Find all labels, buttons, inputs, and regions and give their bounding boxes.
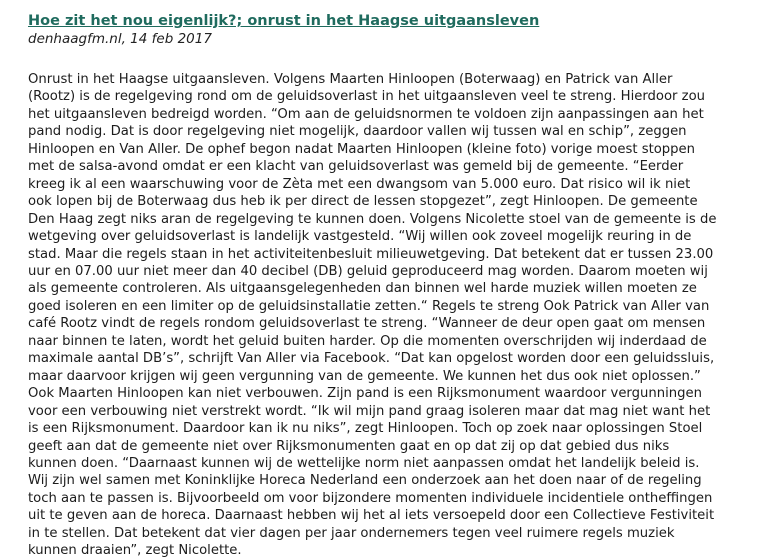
body-line: kreeg ik al een waarschuwing voor de Zèta met een dwangsom van 5.000 euro. Dat risico wil ik niet xyxy=(28,176,691,192)
body-line: is een Rijksmonument. Daardoor kan ik nu niks”, zegt Hinloopen. Toch op zoek naar oplossingen Stoel xyxy=(28,421,703,437)
body-line: voor een verbouwing niet verstrekt wordt. “Ik wil mijn pand graag isoleren maar dat mag niet want het xyxy=(28,403,711,419)
body-line: stad. Maar die regels staan in het activiteitenbesluit milieuwetgeving. Dat betekent dat er tussen 23.00 xyxy=(28,246,714,262)
body-line: kunnen draaien”, zegt Nicolette. xyxy=(28,543,242,559)
article-source-date: denhaagfm.nl, 14 feb 2017 xyxy=(28,31,212,47)
body-line: het uitgaansleven bedreigd worden. “Om aan de geluidsnormen te voldoen zijn aanpassingen aan het xyxy=(28,106,704,122)
article-header xyxy=(28,10,762,48)
body-line: pand nodig. Dat is door regelgeving niet mogelijk, daardoor vallen wij tussen wal en schip”, zeggen xyxy=(28,124,687,140)
body-line: naar binnen te laten, wordt het geluid buiten harder. Op die momenten overschrijden wij inderdaad de xyxy=(28,333,707,349)
body-line: café Rootz vindt de regels rondom geluidsoverlast te streng. “Wanneer de deur open gaat om mensen xyxy=(28,316,706,332)
body-line: Onrust in het Haagse uitgaansleven. Volgens Maarten Hinloopen (Boterwaag) en Patrick van Aller xyxy=(28,72,673,87)
body-line: Ook Maarten Hinloopen kan niet verbouwen. Zijn pand is een Rijksmonument waardoor vergunningen xyxy=(28,386,702,402)
body-line: maar daarvoor krijgen wij geen vergunning van de gemeente. We kunnen het dus ook niet oplossen.” xyxy=(28,368,701,384)
body-line: maximale aantal DB’s”, schrijft Van Aller via Facebook. “Dat kan opgelost worden door een geluidssluis, xyxy=(28,351,715,367)
body-line: (Rootz) is de regelgeving rond om de geluidsoverlast in het uitgaansleven veel te streng. Hierdoor zou xyxy=(28,89,706,105)
body-line: Den Haag zegt niks aran de regelgeving te kunnen doen. Volgens Nicolette stoel van de gemeente is de xyxy=(28,211,717,227)
body-line: uit te geven aan de horeca. Daarnaast hebben wij het al iets versoepeld door een Collectieve Festiviteit xyxy=(28,508,715,524)
body-line: als gemeente controleren. Als uitgaansgelegenheden dan binnen wel harde muziek willen moeten ze xyxy=(28,281,697,297)
body-line: met de salsa-avond omdat er een klacht van geluidsoverlast was gemeld bij de gemeente. “Eerder xyxy=(28,159,684,175)
article-body xyxy=(28,71,762,560)
body-line: toch aan te passen is. Bijvoorbeeld om voor bijzondere momenten individuele incidentiele ontheffingen xyxy=(28,490,713,506)
body-line: wetgeving over geluidsoverlast is landelijk vastgesteld. “Wij willen ook zoveel mogelijk reuring in de xyxy=(28,229,692,245)
body-line: goed isoleren en een limiter op de geluidsinstallatie zetten.“ Regels te streng Ook Patrick van Aller van xyxy=(28,298,710,314)
body-line: uur en 07.00 uur niet meer dan 40 decibel (DB) geluid geproduceerd mag worden. Daarom moeten wij xyxy=(28,263,708,279)
body-line: ook lopen bij de Boterwaag dus heb ik per direct de lessen stopgezet”, zegt Hinloopen. De gemeente xyxy=(28,194,698,210)
body-line: kunnen doen. “Daarnaast kunnen wij de wettelijke norm niet aanpassen omdat het landelijk beleid is. xyxy=(28,455,700,471)
body-line: geeft aan dat de gemeente niet over Rijksmonumenten gaat en op dat zij op dat gebied dus niks xyxy=(28,438,670,454)
body-line: Wij zijn wel samen met Koninklijke Horeca Nederland een onderzoek aan het doen naar of de regeling xyxy=(28,473,702,489)
article-title-link[interactable]: Hoe zit het nou eigenlijk?; onrust in het Haagse uitgaansleven xyxy=(28,13,540,29)
body-line: in te stellen. Dat betekent dat vier dagen per jaar ondernemers tegen veel ruimere regels muziek xyxy=(28,525,675,541)
body-line: Hinloopen en Van Aller. De ophef begon nadat Maarten Hinloopen (kleine foto) vorige moest stoppen xyxy=(28,141,696,157)
